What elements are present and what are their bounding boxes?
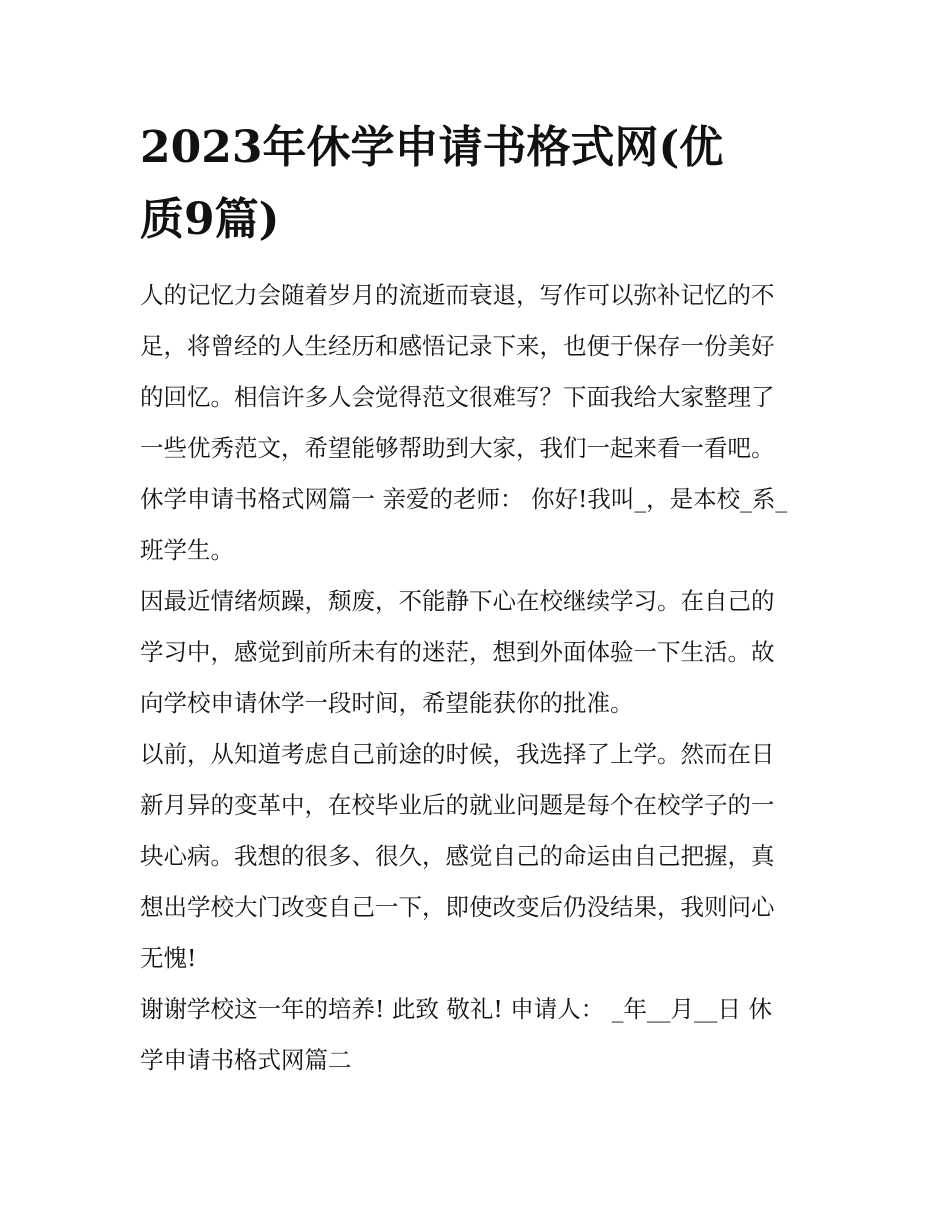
text-line: 足，将曾经的人生经历和感悟记录下来，也便于保存一份美好	[140, 332, 775, 360]
title-line: 质9篇)	[140, 194, 280, 245]
text-line: 一些优秀范文，希望能够帮助到大家，我们一起来看一看吧。	[140, 434, 775, 462]
text-line: 学习中，感觉到前所未有的迷茫，想到外面体验一下生活。故	[140, 638, 775, 666]
text-line: 学申请书格式网篇二	[140, 1046, 352, 1074]
text-line: 无愧!	[140, 944, 197, 972]
text-line: 向学校申请休学一段时间，希望能获你的批准。	[140, 689, 634, 717]
document-page	[140, 112, 816, 1086]
text-line: 以前，从知道考虑自己前途的时候，我选择了上学。然而在日	[140, 740, 775, 768]
text-line: 因最近情绪烦躁，颓废，不能静下心在校继续学习。在自己的	[140, 587, 775, 615]
page-title	[140, 112, 816, 256]
text-line: 人的记忆力会随着岁月的流逝而衰退，写作可以弥补记忆的不	[140, 281, 775, 309]
background-paragraph	[140, 729, 816, 984]
text-line: 谢谢学校这一年的培养! 此致 敬礼! 申请人： _年__月__日 休	[140, 995, 772, 1023]
title-line: 2023年休学申请书格式网(优	[140, 122, 724, 173]
text-line: 想出学校大门改变自己一下，即使改变后仍没结果，我则问心	[140, 893, 775, 921]
reason-paragraph	[140, 576, 816, 729]
intro-paragraph	[140, 270, 816, 474]
text-line: 班学生。	[140, 536, 234, 564]
text-line: 新月异的变革中，在校毕业后的就业问题是每个在校学子的一	[140, 791, 775, 819]
text-line: 的回忆。相信许多人会觉得范文很难写？下面我给大家整理了	[140, 383, 775, 411]
text-line: 休学申请书格式网篇一 亲爱的老师： 你好!我叫_，是本校_系_	[140, 485, 788, 513]
text-line: 块心病。我想的很多、很久，感觉自己的命运由自己把握，真	[140, 842, 775, 870]
closing-paragraph	[140, 984, 816, 1086]
greeting-paragraph	[140, 474, 816, 576]
